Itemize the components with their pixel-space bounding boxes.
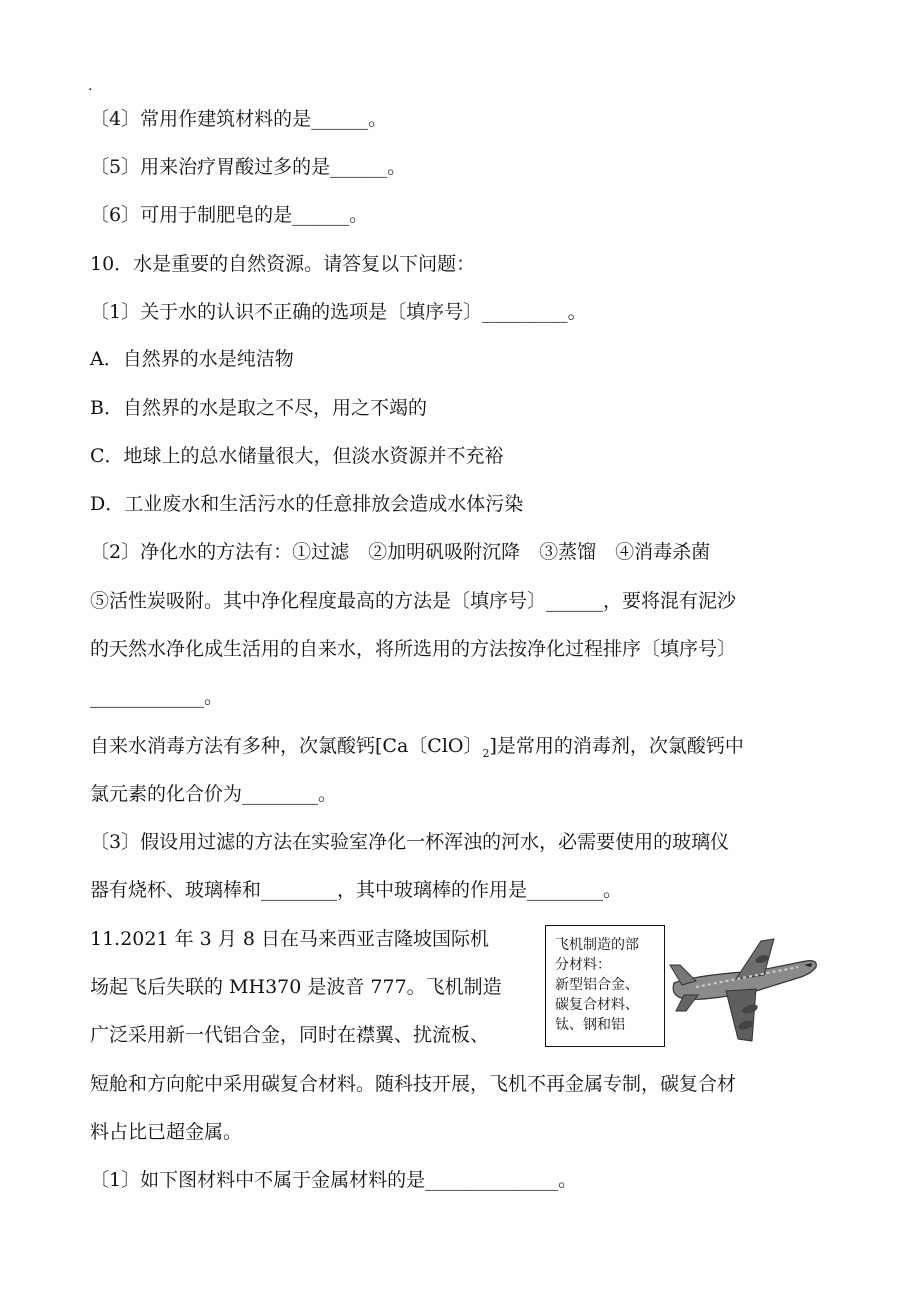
q10-sub2-line3: 的天然水净化成生活用的自来水，将所选用的方法按净化过程排序〔填序号〕 (90, 638, 737, 660)
q10-disinfection-text-a: 自来水消毒方法有多种，次氯酸钙[Ca〔ClO〕 (90, 735, 483, 757)
top-dot: . (88, 78, 93, 94)
q11-line1: 11.2021 年 3 月 8 日在马来西亚吉隆坡国际机 (90, 928, 489, 950)
airplane-icon (666, 935, 821, 1045)
materials-box (545, 925, 665, 1047)
q11-line4: 短舱和方向舵中采用碳复合材料。随科技开展，飞机不再金属专制，碳复合材 (90, 1073, 737, 1095)
q11-sub1: 〔1〕如下图材料中不属于金属材料的是______________。 (90, 1169, 578, 1191)
materials-box-line: 新型铝合金、 (555, 977, 639, 993)
q10-sub3-line1: 〔3〕假设用过滤的方法在实验室净化一杯浑浊的河水，必需要使用的玻璃仪 (90, 831, 730, 853)
q10-sub1: 〔1〕关于水的认识不正确的选项是〔填序号〕_________。 (90, 301, 587, 323)
q11-line2: 场起飞后失联的 MH370 是波音 777。飞机制造 (90, 976, 502, 998)
materials-box-line: 分材料： (555, 957, 611, 973)
materials-box-line: 钛、钢和铝 (555, 1017, 625, 1033)
q10-disinfection-line2: 氯元素的化合价为________。 (90, 783, 338, 805)
q10-option-d: D．工业废水和生活污水的任意排放会造成水体污染 (90, 493, 524, 515)
q10-disinfection-subscript: 2 (482, 746, 490, 760)
q10-disinfection-text-b: ]是常用的消毒剂，次氯酸钙中 (489, 735, 744, 757)
q10-sub2-line2: ⑤活性炭吸附。其中净化程度最高的方法是〔填序号〕______，要将混有泥沙 (90, 590, 737, 612)
q9-item-6: 〔6〕可用于制肥皂的是______。 (90, 204, 369, 226)
q10-option-b: B．自然界的水是取之不尽，用之不竭的 (90, 397, 427, 419)
q11-line3: 广泛采用新一代铝合金，同时在襟翼、扰流板、 (90, 1024, 490, 1046)
q10-option-c: C．地球上的总水储量很大，但淡水资源并不充裕 (90, 445, 504, 467)
q10-sub3-line2: 器有烧杯、玻璃棒和________，其中玻璃棒的作用是________。 (90, 879, 623, 901)
q9-item-5: 〔5〕用来治疗胃酸过多的是______。 (90, 156, 407, 178)
q10-title: 10．水是重要的自然资源。请答复以下问题： (90, 253, 476, 275)
q10-option-a: A．自然界的水是纯洁物 (90, 348, 294, 370)
q11-line5: 料占比已超金属。 (90, 1121, 243, 1143)
q10-sub2-line4: ____________。 (90, 686, 224, 708)
materials-box-line: 飞机制造的部 (555, 937, 639, 953)
q10-sub2-line1: 〔2〕净化水的方法有：①过滤 ②加明矾吸附沉降 ③蒸馏 ④消毒杀菌 (90, 541, 711, 563)
q9-item-4: 〔4〕常用作建筑材料的是______。 (90, 108, 388, 130)
q10-disinfection-line1 (90, 734, 744, 766)
materials-box-line: 碳复合材料、 (555, 997, 639, 1013)
